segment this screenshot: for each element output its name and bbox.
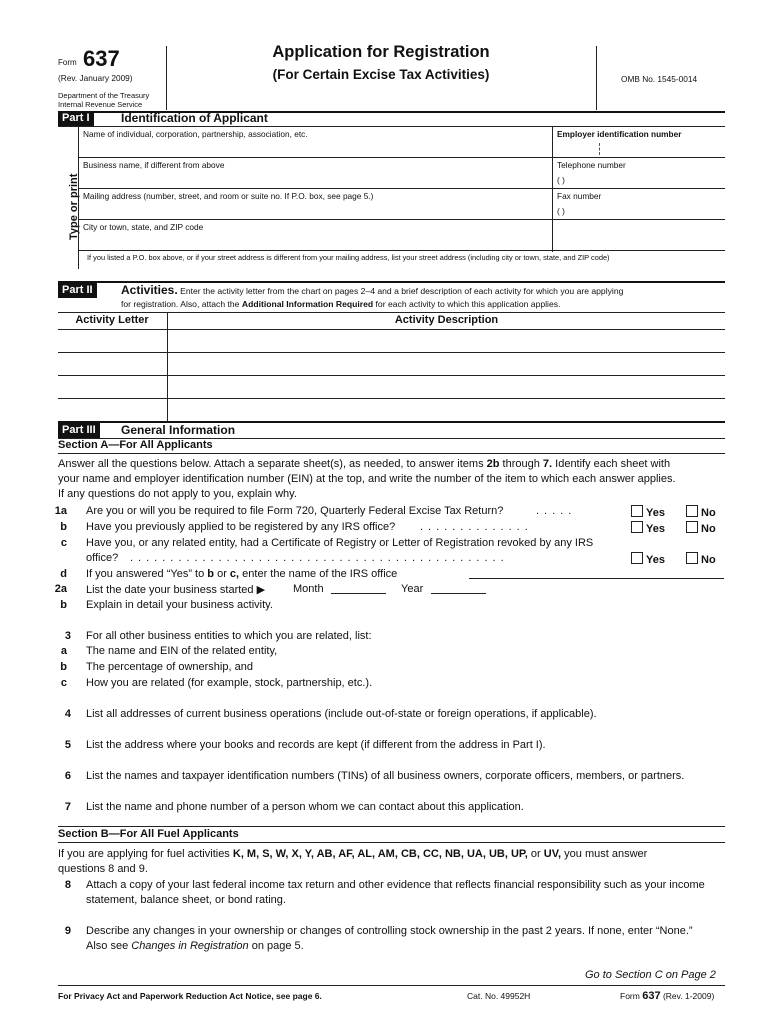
intro-ref-2b: 2b bbox=[486, 458, 500, 470]
changes-in-registration-ref: Changes in Registration bbox=[131, 940, 249, 952]
sb-text-e: you must answer bbox=[561, 848, 648, 860]
service-line: Internal Revenue Service bbox=[58, 100, 143, 109]
q1b-number: b bbox=[60, 521, 67, 533]
q9-number: 9 bbox=[64, 925, 71, 937]
part2-intro-text2a: for registration. Also, attach the bbox=[121, 299, 242, 309]
activity-letter-cell-1[interactable] bbox=[58, 330, 166, 351]
mailing-address-label: Mailing address (number, street, and room or suite no. If P.O. box, see page 5.) bbox=[83, 191, 374, 201]
form-word: Form bbox=[58, 58, 77, 67]
sb-text-c: or bbox=[527, 848, 544, 860]
part3-intro-line1 bbox=[58, 458, 670, 470]
q7-number: 7 bbox=[64, 801, 71, 813]
q1c-no-checkbox[interactable] bbox=[686, 552, 698, 564]
q1b-no[interactable] bbox=[686, 521, 716, 535]
activity-letter-cell-2[interactable] bbox=[58, 353, 166, 374]
q1d-text-c: or bbox=[214, 568, 230, 580]
q1c-no[interactable] bbox=[686, 552, 716, 566]
section-b-intro-line1 bbox=[58, 848, 647, 860]
no-label: No bbox=[701, 507, 716, 519]
q5-text: List the address where your books and records are kept (if different from the address in Part I). bbox=[86, 739, 546, 751]
q2a-text: List the date your business started ▶ bbox=[86, 584, 266, 596]
part1-title: Identification of Applicant bbox=[121, 111, 268, 125]
row-rule bbox=[78, 219, 725, 220]
activity-letter-cell-3[interactable] bbox=[58, 376, 166, 397]
omb-number: OMB No. 1545-0014 bbox=[621, 74, 698, 84]
row-rule bbox=[78, 188, 725, 189]
q1d-text bbox=[86, 568, 397, 580]
no-label: No bbox=[701, 523, 716, 535]
yes-label: Yes bbox=[646, 507, 665, 519]
part2-title: Activities. bbox=[121, 283, 178, 297]
form-subtitle: (For Certain Excise Tax Activities) bbox=[272, 67, 490, 82]
section-b-intro-line2: questions 8 and 9. bbox=[58, 863, 148, 875]
q9-text-c: on page 5. bbox=[248, 940, 304, 952]
form-header bbox=[0, 0, 770, 112]
section-a-heading: Section A—For All Applicants bbox=[58, 439, 213, 451]
q8-text-line1: Attach a copy of your last federal income tax return and other evidence that reflects financial responsibility such as your income bbox=[86, 879, 705, 891]
name-field[interactable] bbox=[83, 129, 551, 157]
q1a-number: 1a bbox=[54, 505, 67, 517]
q3c-text: How you are related (for example, stock, partnership, etc.). bbox=[86, 677, 373, 689]
part3-title: General Information bbox=[121, 423, 236, 437]
sb-text-a: If you are applying for fuel activities bbox=[58, 848, 233, 860]
section-a-rule bbox=[58, 453, 725, 454]
form-number: 637 bbox=[83, 46, 120, 71]
form-title: Application for Registration bbox=[272, 43, 490, 61]
street-address-field[interactable] bbox=[87, 253, 723, 281]
footer-form-number: 637 bbox=[642, 990, 661, 1002]
part3-intro-line2: your name and employer identification number (EIN) at the top, and write the number of the item to which each answer applies. bbox=[58, 473, 676, 485]
q6-number: 6 bbox=[64, 770, 71, 782]
fax-parens: ( ) bbox=[557, 206, 565, 216]
part3-label: Part III bbox=[58, 423, 100, 438]
q1b-yes[interactable] bbox=[631, 521, 665, 535]
part3-intro-line3: If any questions do not apply to you, explain why. bbox=[58, 488, 297, 500]
q1c-text-line2: office? bbox=[86, 552, 119, 564]
name-field-label: Name of individual, corporation, partnership, association, etc. bbox=[83, 129, 308, 139]
part2-rule bbox=[58, 312, 725, 313]
yes-label: Yes bbox=[646, 523, 665, 535]
yes-label: Yes bbox=[646, 554, 665, 566]
q2a-number: 2a bbox=[54, 583, 67, 595]
q1c-yes[interactable] bbox=[631, 552, 665, 566]
ein-field[interactable] bbox=[557, 129, 725, 157]
q6-text: List the names and taxpayer identification numbers (TINs) of all business owners, corporate officers, members, or partners. bbox=[86, 770, 685, 782]
q1d-text-e: enter the name of the IRS office bbox=[239, 568, 398, 580]
part1-header-rule bbox=[58, 126, 725, 127]
irs-office-input[interactable] bbox=[469, 578, 724, 579]
q4-text: List all addresses of current business operations (include out-of-state or foreign operations, if applicable). bbox=[86, 708, 597, 720]
q9-text-a: Also see bbox=[86, 940, 132, 952]
revision-date: (Rev. January 2009) bbox=[58, 73, 133, 83]
q3b-number: b bbox=[60, 661, 67, 673]
fax-field[interactable] bbox=[557, 191, 725, 219]
q8-number: 8 bbox=[64, 879, 71, 891]
part1-left-rule bbox=[78, 126, 79, 269]
intro-ref-7: 7. bbox=[542, 458, 553, 470]
footer-form-id bbox=[620, 990, 714, 1002]
part2-label: Part II bbox=[58, 283, 97, 298]
q1d-ref-b: b bbox=[207, 568, 215, 580]
city-state-zip-label: City or town, state, and ZIP code bbox=[83, 222, 204, 232]
part2-intro-text2c: for each activity to which this application applies. bbox=[373, 299, 561, 309]
business-name-field[interactable] bbox=[83, 160, 551, 188]
no-label: No bbox=[701, 554, 716, 566]
type-or-print-label: Type or print bbox=[68, 173, 80, 240]
section-b-heading: Section B—For All Fuel Applicants bbox=[58, 828, 239, 840]
q1a-no[interactable] bbox=[686, 505, 716, 519]
q2b-number: b bbox=[60, 599, 67, 611]
activity-description-cell-3[interactable] bbox=[168, 376, 725, 397]
activity-description-cell-2[interactable] bbox=[168, 353, 725, 374]
year-input[interactable] bbox=[431, 593, 486, 594]
q3-text: For all other business entities to which you are related, list: bbox=[86, 630, 372, 642]
part2-intro-line1 bbox=[121, 283, 623, 297]
q3b-text: The percentage of ownership, and bbox=[86, 661, 253, 673]
activity-description-cell-1[interactable] bbox=[168, 330, 725, 351]
fax-label: Fax number bbox=[557, 191, 602, 201]
q3c-number: c bbox=[60, 677, 67, 689]
mailing-address-field[interactable] bbox=[83, 191, 551, 219]
additional-info-required: Additional Information Required bbox=[241, 299, 374, 309]
q1b-text: Have you previously applied to be registered by any IRS office? bbox=[86, 521, 396, 533]
ein-field-label: Employer identification number bbox=[557, 129, 682, 139]
privacy-notice: For Privacy Act and Paperwork Reduction Act Notice, see page 6. bbox=[58, 991, 322, 1001]
q1a-yes-checkbox[interactable] bbox=[631, 505, 643, 517]
footer-revision: (Rev. 1-2009) bbox=[662, 991, 715, 1001]
q1c-number: c bbox=[60, 537, 67, 549]
q8-text-line2: statement, balance sheet, or bond rating. bbox=[86, 894, 286, 906]
business-name-label: Business name, if different from above bbox=[83, 160, 225, 170]
part1-label: Part I bbox=[58, 111, 94, 126]
activity-description-header: Activity Description bbox=[394, 314, 499, 326]
intro-text: Identify each sheet with bbox=[552, 458, 671, 470]
q1b-no-checkbox[interactable] bbox=[686, 521, 698, 533]
row-rule bbox=[78, 157, 725, 158]
leader-dots: .............. bbox=[420, 521, 533, 533]
q3a-text: The name and EIN of the related entity, bbox=[86, 645, 278, 657]
q1a-yes[interactable] bbox=[631, 505, 665, 519]
section-b-top-rule bbox=[58, 826, 725, 827]
q9-text-line1: Describe any changes in your ownership or changes of controlling stock ownership in the past 2 years. If none, enter “None.” bbox=[86, 925, 693, 937]
q1a-no-checkbox[interactable] bbox=[686, 505, 698, 517]
telephone-parens: ( ) bbox=[557, 175, 565, 185]
year-label: Year bbox=[401, 583, 424, 595]
street-address-label: If you listed a P.O. box above, or if your street address is different from your mailing address, list your street address (including city or town, state, and ZIP code) bbox=[87, 253, 610, 262]
month-input[interactable] bbox=[331, 593, 386, 594]
q4-number: 4 bbox=[64, 708, 71, 720]
month-label: Month bbox=[293, 583, 324, 595]
q1c-text-line1: Have you, or any related entity, had a Certificate of Registry or Letter of Registration revoked by any IRS bbox=[86, 537, 594, 549]
q2b-text: Explain in detail your business activity. bbox=[86, 599, 273, 611]
q9-text-line2 bbox=[86, 940, 304, 952]
q1a-text: Are you or will you be required to file Form 720, Quarterly Federal Excise Tax Return? bbox=[86, 505, 504, 517]
section-b-rule bbox=[58, 842, 725, 843]
q1d-text-a: If you answered “Yes” to bbox=[86, 568, 208, 580]
row-rule bbox=[78, 250, 725, 251]
activity-letter-header: Activity Letter bbox=[75, 314, 149, 326]
ein-separator bbox=[599, 143, 600, 155]
q5-number: 5 bbox=[64, 739, 71, 751]
q1d-ref-c: c, bbox=[229, 568, 240, 580]
header-divider-right bbox=[596, 46, 597, 110]
q7-text: List the name and phone number of a person whom we can contact about this application. bbox=[86, 801, 524, 813]
fuel-activity-codes: K, M, S, W, X, Y, AB, AF, AL, AM, CB, CC, NB, UA, UB, UP, bbox=[232, 848, 528, 860]
q1c-yes-checkbox[interactable] bbox=[631, 552, 643, 564]
q1d-number: d bbox=[60, 568, 67, 580]
q1b-yes-checkbox[interactable] bbox=[631, 521, 643, 533]
footer-form-word: Form bbox=[620, 991, 640, 1001]
intro-text: Answer all the questions below. Attach a separate sheet(s), as needed, to answer items bbox=[58, 458, 487, 470]
intro-text: through bbox=[499, 458, 543, 470]
activity-letter-cell-4[interactable] bbox=[58, 399, 166, 421]
footer-rule bbox=[58, 985, 725, 986]
fuel-activity-uv: UV, bbox=[543, 848, 562, 860]
telephone-label: Telephone number bbox=[557, 160, 626, 170]
q3-number: 3 bbox=[64, 630, 71, 642]
catalog-number: Cat. No. 49952H bbox=[467, 991, 531, 1001]
continue-to-section-c: Go to Section C on Page 2 bbox=[585, 969, 716, 981]
city-state-zip-field[interactable] bbox=[83, 222, 723, 250]
department-line: Department of the Treasury bbox=[58, 91, 150, 100]
q3a-number: a bbox=[60, 645, 67, 657]
telephone-field[interactable] bbox=[557, 160, 725, 188]
activity-description-cell-4[interactable] bbox=[168, 399, 725, 421]
part2-intro-text1: Enter the activity letter from the chart on pages 2–4 and a brief description of each activity for which you are applying bbox=[180, 286, 624, 296]
leader-dots: ............................................... bbox=[130, 552, 509, 564]
part2-intro-line2 bbox=[121, 299, 560, 309]
leader-dots: ..... bbox=[536, 505, 577, 517]
